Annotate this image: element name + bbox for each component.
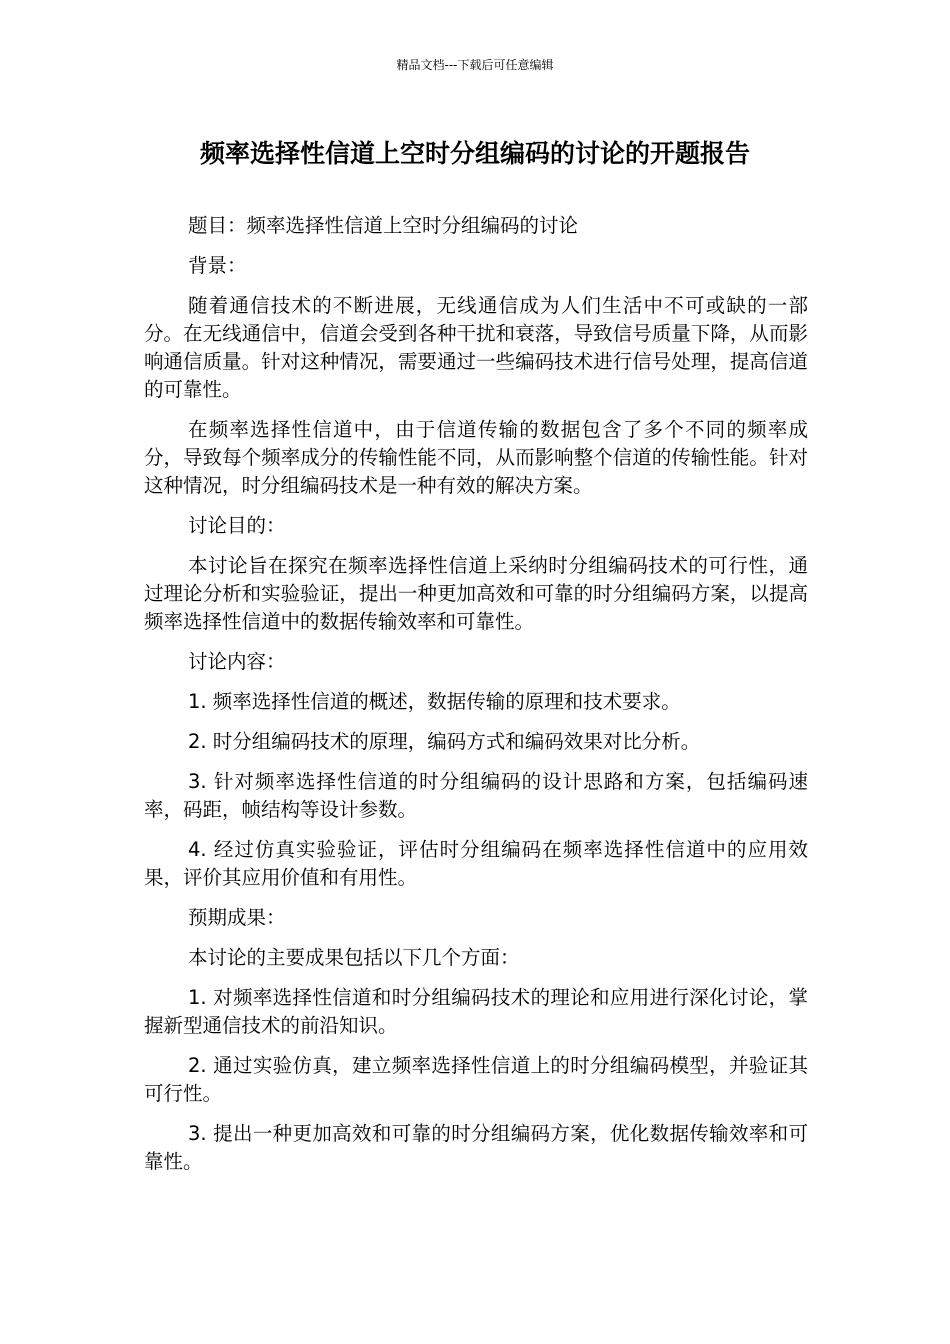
document-title: 频率选择性信道上空时分组编码的讨论的开题报告 [199, 139, 750, 168]
content-item-3: 3. 针对频率选择性信道的时分组编码的设计思路和方案，包括编码速率，码距，帧结构等设计参数。 [144, 770, 808, 821]
outcomes-intro: 本讨论的主要成果包括以下几个方面： [188, 946, 520, 969]
outcome-item-1: 1. 对频率选择性信道和时分组编码技术的理论和应用进行深化讨论，掌握新型通信技术的前沿知识。 [144, 986, 808, 1037]
section-heading-background: 背景： [188, 254, 247, 277]
document-body [144, 212, 808, 1188]
topic-line: 题目：频率选择性信道上空时分组编码的讨论 [188, 214, 579, 237]
section-heading-content: 讨论内容： [188, 650, 286, 673]
header-watermark: 精品文档---下载后可任意编辑 [396, 58, 554, 72]
outcome-item-3: 3. 提出一种更加高效和可靠的时分组编码方案，优化数据传输效率和可靠性。 [144, 1122, 808, 1173]
background-paragraph-2: 在频率选择性信道中，由于信道传输的数据包含了多个不同的频率成分，导致每个频率成分的传输性能不同，从而影响整个信道的传输性能。针对这种情况，时分组编码技术是一种有效的解决方案。 [144, 418, 808, 497]
purpose-paragraph: 本讨论旨在探究在频率选择性信道上采纳时分组编码技术的可行性，通过理论分析和实验验证，提出一种更加高效和可靠的时分组编码方案，以提高频率选择性信道中的数据传输效率和可靠性。 [144, 554, 808, 633]
background-paragraph-1: 随着通信技术的不断进展，无线通信成为人们生活中不可或缺的一部分。在无线通信中，信道会受到各种干扰和衰落，导致信号质量下降，从而影响通信质量。针对这种情况，需要通过一些编码技术进行信号处理，提高信道的可靠性。 [144, 294, 808, 401]
content-item-4: 4. 经过仿真实验验证，评估时分组编码在频率选择性信道中的应用效果，评价其应用价值和有用性。 [144, 838, 808, 889]
content-item-2: 2. 时分组编码技术的原理，编码方式和编码效果对比分析。 [188, 730, 701, 753]
section-heading-purpose: 讨论目的： [188, 514, 286, 537]
outcome-item-2: 2. 通过实验仿真，建立频率选择性信道上的时分组编码模型，并验证其可行性。 [144, 1054, 808, 1105]
content-item-1: 1. 频率选择性信道的概述，数据传输的原理和技术要求。 [188, 690, 681, 713]
section-heading-outcomes: 预期成果： [188, 906, 286, 929]
